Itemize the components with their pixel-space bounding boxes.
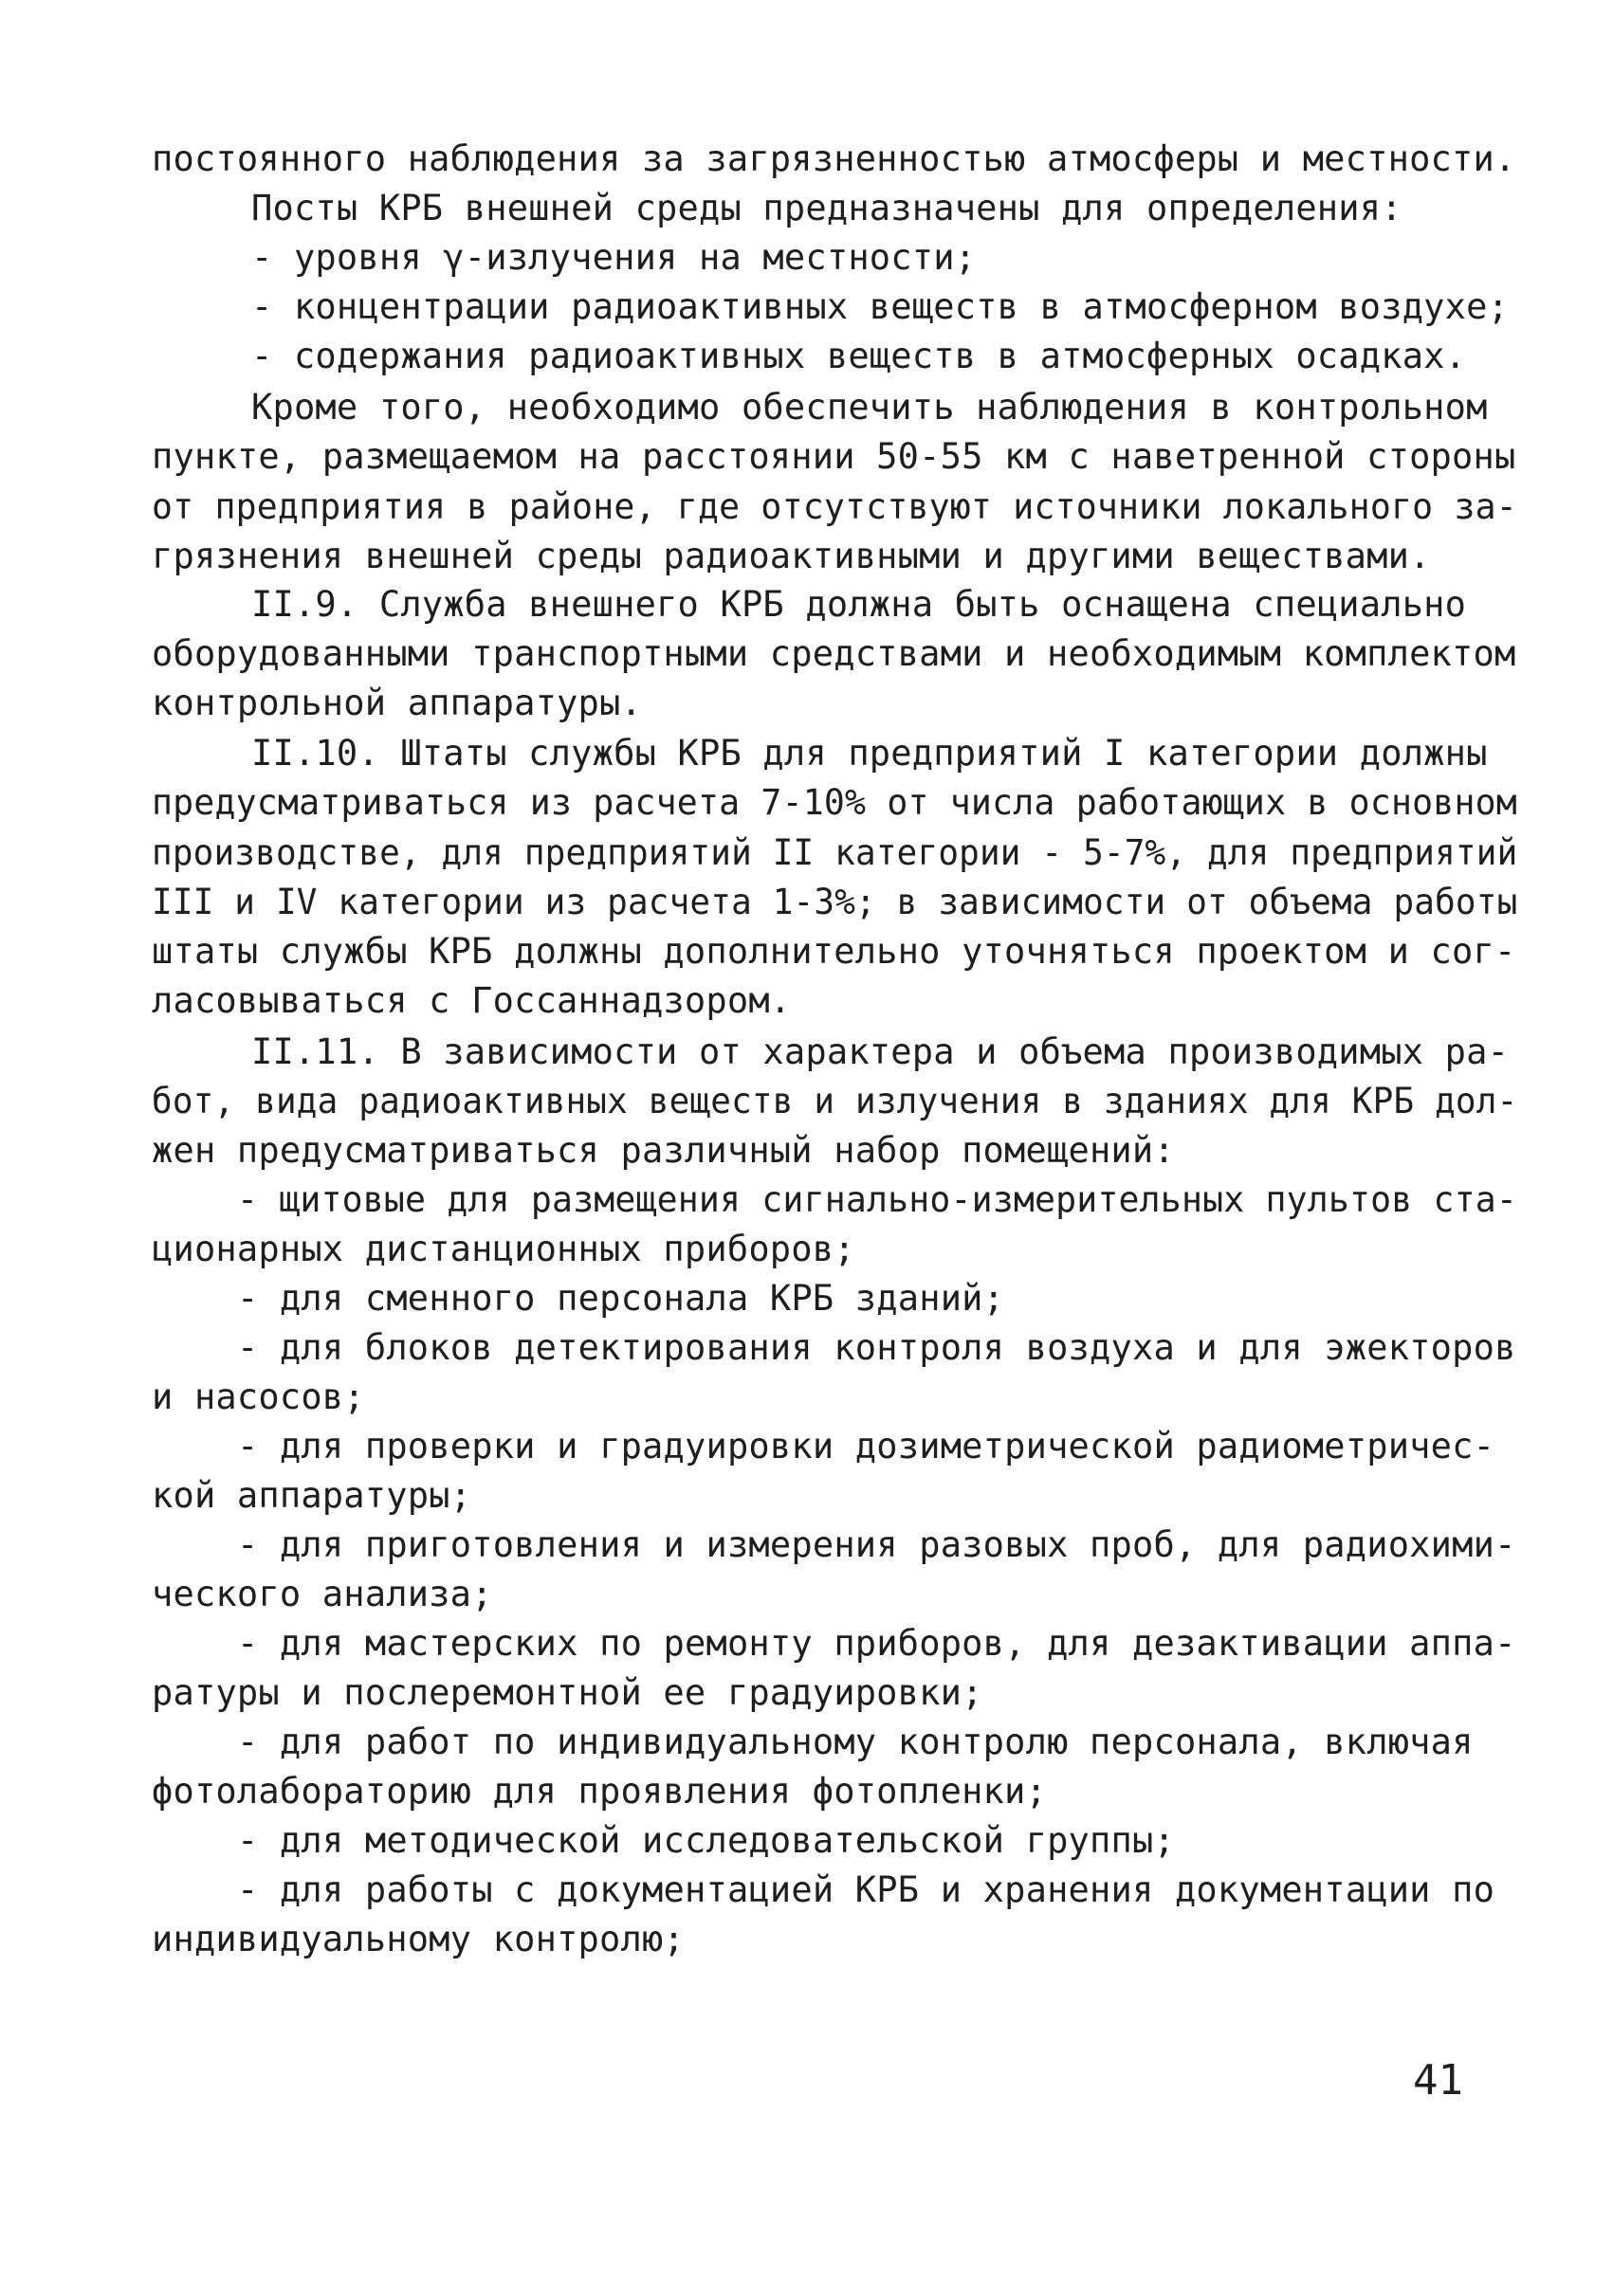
list-item: - концентрации радиоактивных веществ в атмосферном воздухе; (251, 286, 1510, 327)
text-line: ласовываться с Госсаннадзором. (152, 980, 792, 1021)
text-line: ционарных дистанционных приборов; (152, 1229, 855, 1269)
text-line: контрольной аппаратуры. (152, 683, 642, 723)
text-line: фотолабораторию для проявления фотопленки; (152, 1771, 1047, 1812)
text-line: производстве, для предприятий II категории - 5-7%, для предприятий (152, 832, 1518, 873)
text-line: пункте, размещаемом на расстоянии 50-55 км с наветренной стороны (152, 436, 1516, 477)
list-item: - для мастерских по ремонту приборов, для дезактивации аппа- (237, 1623, 1516, 1664)
list-item: - для блоков детектирования контроля воздуха и для эжекторов (237, 1327, 1516, 1368)
section-paragraph: II.10. Штаты службы КРБ для предприятий I категории должны (251, 733, 1488, 774)
text-line: ческого анализа; (152, 1574, 493, 1614)
list-item: - для приготовления и измерения разовых проб, для радиохими- (237, 1524, 1516, 1565)
text-line: постоянного наблюдения за загрязненностью атмосферы и местности. (152, 138, 1516, 179)
section-paragraph: II.11. В зависимости от характера и объема производимых ра- (251, 1031, 1510, 1072)
text-line: оборудованными транспортными средствами и необходимым комплектом (152, 633, 1516, 674)
list-item: - уровня γ-излучения на местности; (251, 237, 977, 278)
text-line: ратуры и послеремонтной ее градуировки; (152, 1672, 983, 1713)
list-item: - для методической исследовательской группы; (237, 1820, 1175, 1861)
list-item: - для работ по индивидуальному контролю персонала, включая (237, 1722, 1474, 1762)
list-item: - для проверки и градуировки дозиметрической радиометричес- (237, 1426, 1495, 1467)
text-line: и насосов; (152, 1376, 365, 1417)
text-line: грязнения внешней среды радиоактивными и другими веществами. (152, 536, 1431, 576)
text-line: штаты службы КРБ должны дополнительно уточняться проектом и сог- (152, 931, 1516, 972)
list-item: - щитовые для размещения сигнально-измерительных пультов ста- (237, 1179, 1518, 1220)
page-number: 41 (1413, 2056, 1463, 2105)
list-item: - для сменного персонала КРБ зданий; (237, 1278, 1005, 1319)
section-paragraph: II.9. Служба внешнего КРБ должна быть оснащена специально (251, 584, 1467, 625)
text-line: предусматриваться из расчета 7-10% от числа работающих в основном (152, 782, 1517, 823)
list-item: - для работы с документацией КРБ и хранения документации по (237, 1869, 1495, 1910)
text-line: Кроме того, необходимо обеспечить наблюдения в контрольном (251, 387, 1488, 428)
text-line: III и IV категории из расчета 1-3%; в зависимости от объема работы (152, 882, 1518, 922)
text-line: жен предусматриваться различный набор помещений: (152, 1130, 1175, 1171)
text-line: бот, вида радиоактивных веществ и излучения в зданиях для КРБ дол- (152, 1081, 1518, 1121)
text-line: Посты КРБ внешней среды предназначены для определения: (251, 188, 1402, 228)
text-line: от предприятия в районе, где отсутствуют источники локального за- (152, 486, 1517, 527)
text-line: кой аппаратуры; (152, 1475, 472, 1516)
text-line: индивидуальному контролю; (152, 1919, 685, 1959)
list-item: - содержания радиоактивных веществ в атмосферных осадках. (251, 336, 1467, 376)
